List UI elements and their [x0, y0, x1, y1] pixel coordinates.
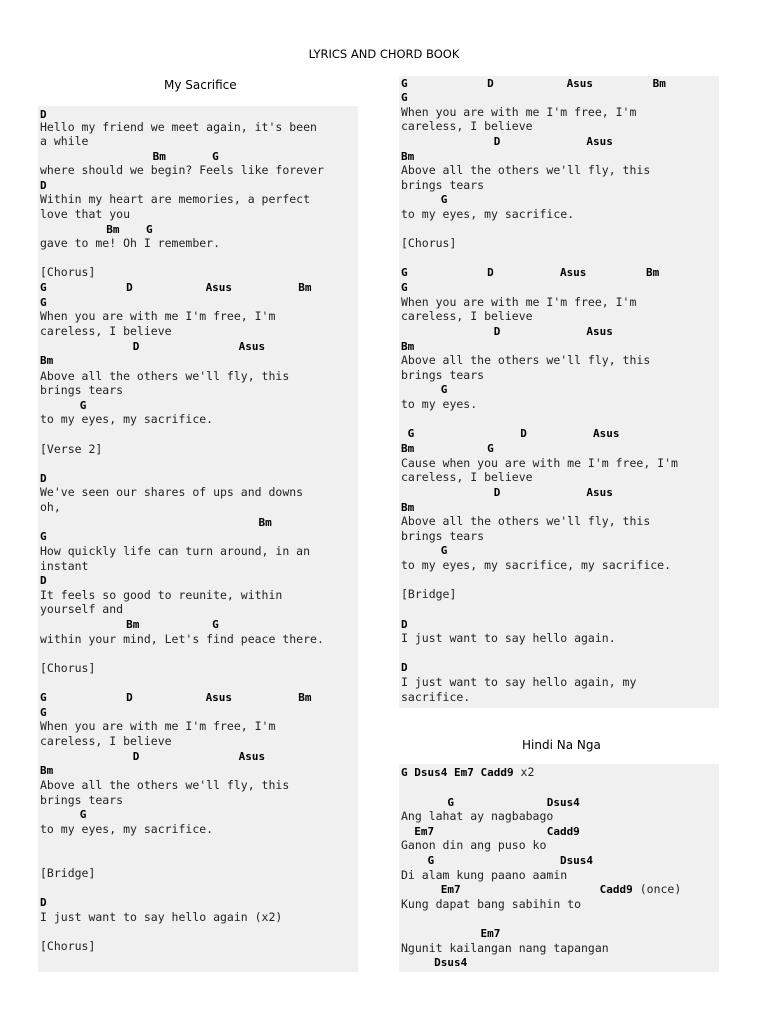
- lyric-line: When you are with me I'm free, I'm: [40, 309, 276, 323]
- lyric-line: Ganon din ang puso ko: [401, 838, 547, 852]
- lyric-line: gave to me! Oh I remember.: [40, 236, 221, 250]
- lyric-line: instant: [40, 559, 89, 573]
- lyric-line: Ang lahat ay nagbabago: [401, 809, 554, 823]
- lyric-line: Di alam kung paano aamin: [401, 868, 568, 882]
- lyric-line: When you are with me I'm free, I'm: [401, 105, 637, 119]
- chord-line: Bm G: [40, 618, 219, 631]
- chord-names: Em7 Cadd9: [401, 883, 633, 896]
- chord-line: D Asus: [401, 486, 613, 499]
- chord-line: Bm: [401, 150, 415, 163]
- chord-line: Bm: [40, 354, 54, 367]
- chord-line: G: [40, 530, 47, 543]
- lyric-line: a while: [40, 134, 89, 148]
- lyric-line: within your mind, Let's find peace there.: [40, 632, 324, 646]
- chord-line: Bm G: [40, 223, 153, 236]
- lyric-line: Within my heart are memories, a perfect: [40, 192, 311, 206]
- chord-line: G: [40, 399, 87, 412]
- lyric-line: Kung dapat bang sabihin to: [401, 897, 582, 911]
- lyric-line: [Bridge]: [401, 587, 457, 601]
- chord-line: G D Asus Bm: [401, 266, 660, 279]
- lyric-line: love that you: [40, 207, 131, 221]
- lyric-line: [Chorus]: [401, 236, 457, 250]
- song-title-hindi-na-nga: Hindi Na Nga: [522, 738, 601, 752]
- chord-line: Em7 Cadd9: [401, 825, 580, 838]
- lyric-line: brings tears: [40, 793, 124, 807]
- lyric-line: where should we begin? Feels like forever: [40, 163, 324, 177]
- lyric-line: [Chorus]: [40, 265, 96, 279]
- chord-note: x2: [513, 765, 535, 779]
- lyric-line: [Bridge]: [40, 866, 96, 880]
- lyric-line: Above all the others we'll fly, this: [401, 163, 651, 177]
- chord-line: G: [401, 193, 448, 206]
- lyric-line: to my eyes, my sacrifice.: [40, 412, 214, 426]
- lyric-line: brings tears: [401, 368, 485, 382]
- lyric-line: When you are with me I'm free, I'm: [401, 295, 637, 309]
- chord-line: D Asus: [401, 135, 613, 148]
- lyric-line: It feels so good to reunite, within: [40, 588, 283, 602]
- chord-line: G: [40, 706, 47, 719]
- hindi-na-nga-lyrics-column: [399, 764, 719, 972]
- chord-line: G: [40, 808, 87, 821]
- lyric-line: to my eyes, my sacrifice.: [401, 207, 575, 221]
- chord-line: D: [40, 108, 47, 121]
- chord-line: Em7: [401, 927, 501, 940]
- chord-line: G Dsus4: [401, 854, 594, 867]
- song-title-my-sacrifice: My Sacrifice: [164, 78, 237, 92]
- lyric-line: I just want to say hello again.: [401, 631, 616, 645]
- chord-line: G: [401, 544, 448, 557]
- chord-line: D: [40, 179, 47, 192]
- lyric-line: Above all the others we'll fly, this: [401, 514, 651, 528]
- lyric-line: How quickly life can turn around, in an: [40, 544, 311, 558]
- chord-names: G Dsus4 Em7 Cadd9: [401, 766, 514, 779]
- lyric-line: We've seen our shares of ups and downs: [40, 485, 304, 499]
- lyric-line: to my eyes.: [401, 397, 478, 411]
- chord-line: G: [401, 91, 408, 104]
- lyric-line: Above all the others we'll fly, this: [40, 369, 290, 383]
- chord-line: Bm G: [401, 442, 494, 455]
- chord-line: Bm: [40, 516, 272, 529]
- lyric-line: careless, I believe: [40, 324, 172, 338]
- chord-note: (once): [632, 882, 682, 896]
- chord-line: [401, 766, 534, 779]
- chord-line: D: [401, 661, 408, 674]
- chord-line: D: [40, 472, 47, 485]
- lyric-line: Hello my friend we meet again, it's been: [40, 120, 317, 134]
- lyric-line: When you are with me I'm free, I'm: [40, 719, 276, 733]
- lyric-line: oh,: [40, 500, 61, 514]
- page-title: LYRICS AND CHORD BOOK: [308, 47, 460, 61]
- chord-line: D: [40, 574, 47, 587]
- lyric-line: Ngunit kailangan nang tapangan: [401, 941, 609, 955]
- lyric-line: I just want to say hello again (x2): [40, 910, 283, 924]
- chord-line: G D Asus Bm: [40, 281, 312, 294]
- chord-line: G D Asus Bm: [401, 77, 666, 90]
- chord-line: D Asus: [401, 325, 613, 338]
- lyric-line: Above all the others we'll fly, this: [40, 778, 290, 792]
- lyric-line: I just want to say hello again, my: [401, 675, 637, 689]
- lyric-line: brings tears: [401, 529, 485, 543]
- chord-line: Dsus4: [401, 956, 468, 969]
- chord-line: G Dsus4: [401, 796, 580, 809]
- chord-line: Bm: [40, 764, 54, 777]
- lyric-line: Above all the others we'll fly, this: [401, 353, 651, 367]
- chord-line: [401, 883, 681, 896]
- lyric-line: yourself and: [40, 602, 124, 616]
- chord-line: D Asus: [40, 750, 266, 763]
- lyric-line: Cause when you are with me I'm free, I'm: [401, 456, 678, 470]
- lyric-line: careless, I believe: [40, 734, 172, 748]
- left-lyrics-column: [38, 106, 358, 972]
- lyric-line: careless, I believe: [401, 119, 533, 133]
- lyric-line: to my eyes, my sacrifice.: [40, 822, 214, 836]
- chord-line: Bm G: [40, 150, 219, 163]
- chord-line: D: [401, 618, 408, 631]
- lyric-line: [Chorus]: [40, 939, 96, 953]
- lyric-line: brings tears: [40, 383, 124, 397]
- lyric-line: brings tears: [401, 178, 485, 192]
- chord-line: Bm: [401, 340, 415, 353]
- lyric-line: careless, I believe: [401, 470, 533, 484]
- chord-line: G D Asus: [401, 427, 620, 440]
- lyric-line: sacrifice.: [401, 690, 471, 704]
- chord-line: G D Asus Bm: [40, 691, 312, 704]
- lyric-line: to my eyes, my sacrifice, my sacrifice.: [401, 558, 672, 572]
- chord-line: G: [401, 383, 448, 396]
- chord-line: G: [40, 296, 47, 309]
- chord-line: D: [40, 896, 47, 909]
- lyric-line: careless, I believe: [401, 309, 533, 323]
- lyric-line: [Chorus]: [40, 661, 96, 675]
- chord-line: Bm: [401, 501, 415, 514]
- chord-line: G: [401, 281, 408, 294]
- right-lyrics-column: [399, 76, 719, 708]
- chord-line: D Asus: [40, 340, 266, 353]
- lyric-line: [Verse 2]: [40, 442, 103, 456]
